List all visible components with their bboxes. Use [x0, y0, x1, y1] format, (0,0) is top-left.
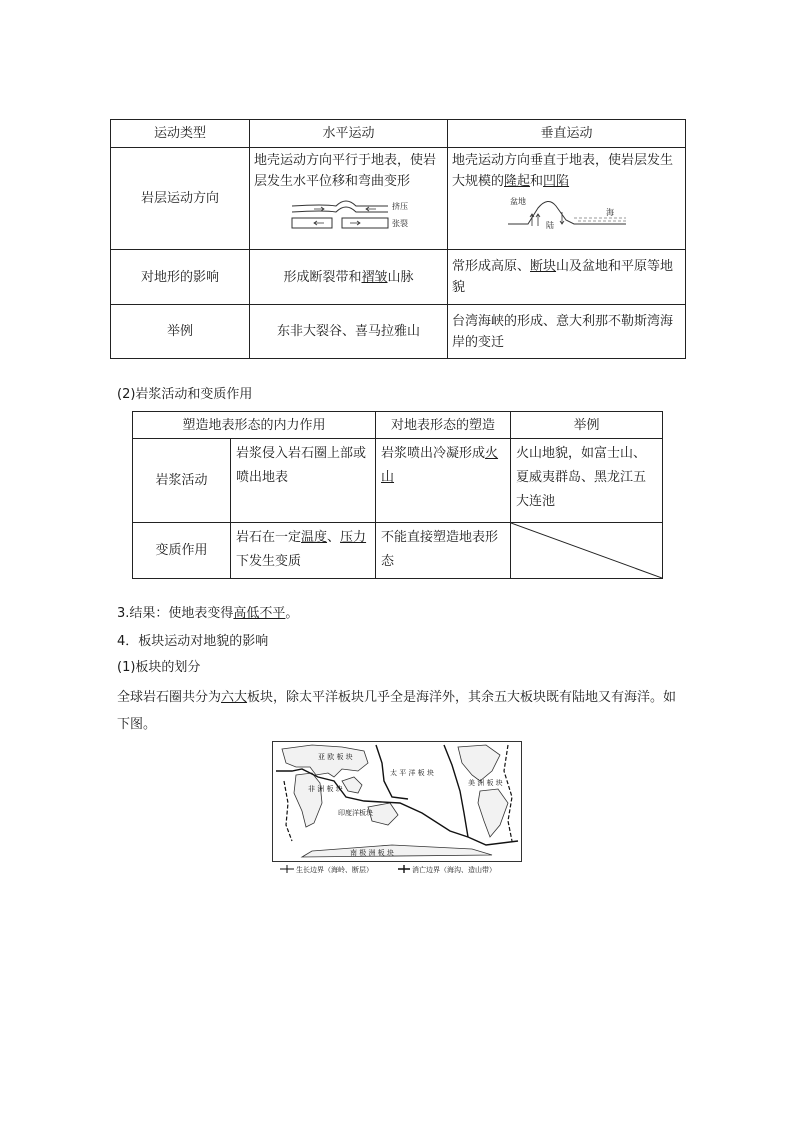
plate-paragraph [117, 684, 687, 738]
header-movement-type: 运动类型 [111, 120, 250, 148]
header-vertical: 垂直运动 [448, 120, 686, 148]
header-shaping: 对地表形态的塑造 [376, 412, 511, 439]
cell-metamorphism-example-empty [511, 523, 663, 579]
cell-horizontal-example: 东非大裂谷、喜马拉雅山 [250, 305, 448, 359]
magma-metamorphism-table [132, 411, 663, 579]
cell-horizontal-direction [250, 148, 448, 250]
vertical-landform-suffix: 山及盆地和平原等地貌 [452, 259, 674, 295]
row-label-example: 举例 [111, 305, 250, 359]
header-horizontal: 水平运动 [250, 120, 448, 148]
cell-metamorphism-desc [231, 523, 376, 579]
cell-vertical-example: 台湾海峡的形成、意大利那不勒斯湾海岸的变迁 [448, 305, 686, 359]
meta-desc-text: 岩石在一定 [236, 530, 302, 545]
temperature-term: 温度 [301, 530, 328, 545]
plate-para-suffix: 板块，除太平洋板块几乎全是海洋外，其余五大板块既有陆地又有海洋。如下图。 [117, 690, 677, 732]
uneven-term: 高低不平 [233, 606, 286, 621]
vertical-landform-text: 常形成高原、 [452, 259, 531, 274]
vertical-movement-diagram [502, 194, 632, 234]
compress-label: 挤压 [391, 202, 408, 211]
sea-label: 海 [605, 208, 614, 217]
diagonal-slash [511, 523, 662, 578]
legend-growth [280, 865, 373, 874]
growth-boundary-icon [280, 865, 294, 873]
vertical-direction-text-1: 地壳运动方向垂直于地表，使岩层发生大规模的 [452, 153, 674, 189]
header-example: 举例 [511, 412, 663, 439]
cell-horizontal-landform [250, 250, 448, 305]
header-internal-force: 塑造地表形态的内力作用 [133, 412, 376, 439]
horizontal-landform-text: 形成断裂带和 [283, 269, 362, 285]
cell-magma-shape [376, 439, 511, 523]
horizontal-landform-suffix: 山脉 [387, 269, 414, 285]
cell-magma-desc: 岩浆侵入岩石圈上部或喷出地表 [231, 439, 376, 523]
result-line [117, 604, 298, 624]
meta-desc-suffix: 下发生变质 [236, 554, 302, 569]
result-text: 3.结果：使地表变得 [117, 606, 234, 621]
plate-map [272, 741, 522, 877]
row-label-direction: 岩层运动方向 [111, 148, 250, 250]
legend-subduction [398, 865, 496, 874]
antarctic-plate-label: 南 极 洲 板 块 [350, 849, 394, 857]
legend-subduction-label: 消亡边界（海沟、造山带） [412, 866, 496, 874]
indo-plate-label: 印度洋板块 [338, 809, 373, 817]
america-plate-label: 美 洲 板 块 [468, 779, 503, 787]
subduction-boundary-icon [398, 865, 410, 873]
subsidence-term: 凹陷 [543, 174, 570, 189]
tension-label: 张裂 [391, 219, 408, 228]
section4-title: 4．板块运动对地貌的影响 [117, 634, 269, 649]
block-term: 断块 [530, 259, 557, 274]
vertical-direction-and: 和 [530, 174, 544, 189]
pressure-term: 压力 [340, 530, 367, 545]
africa-plate-label: 非 洲 板 块 [308, 785, 343, 793]
uplift-term: 隆起 [504, 174, 531, 189]
plate-para-text: 全球岩石圈共分为 [117, 690, 222, 705]
land-label: 陆 [545, 221, 554, 230]
cell-vertical-landform [448, 250, 686, 305]
legend-growth-label: 生长边界（海岭、断层） [296, 866, 373, 874]
cell-magma-example: 火山地貌，如富士山、夏威夷群岛、黑龙江五大连池 [511, 439, 663, 523]
meta-desc-sep: 、 [327, 530, 341, 545]
crust-movement-table [110, 119, 686, 359]
cell-metamorphism-shape: 不能直接塑造地表形态 [376, 523, 511, 579]
horizontal-direction-text: 地壳运动方向平行于地表，使岩层发生水平位移和弯曲变形 [254, 153, 437, 189]
basin-label: 盆地 [509, 197, 526, 206]
section4-subtitle: (1)板块的划分 [117, 660, 201, 675]
volcano-term: 火山 [381, 446, 499, 485]
magma-shape-text: 岩浆喷出冷凝形成 [381, 446, 486, 461]
pacific-plate-label: 太 平 洋 板 块 [390, 769, 434, 777]
row-label-metamorphism: 变质作用 [133, 523, 231, 579]
section2-title: (2)岩浆活动和变质作用 [117, 387, 253, 402]
row-label-magma: 岩浆活动 [133, 439, 231, 523]
row-label-landform: 对地形的影响 [111, 250, 250, 305]
fold-term: 褶皱 [361, 269, 388, 285]
result-period: 。 [285, 606, 299, 621]
horizontal-movement-diagram [284, 194, 414, 230]
eurasia-plate-label: 亚 欧 板 块 [318, 753, 353, 761]
six-major-term: 六大 [221, 690, 248, 705]
cell-vertical-direction [448, 148, 686, 250]
